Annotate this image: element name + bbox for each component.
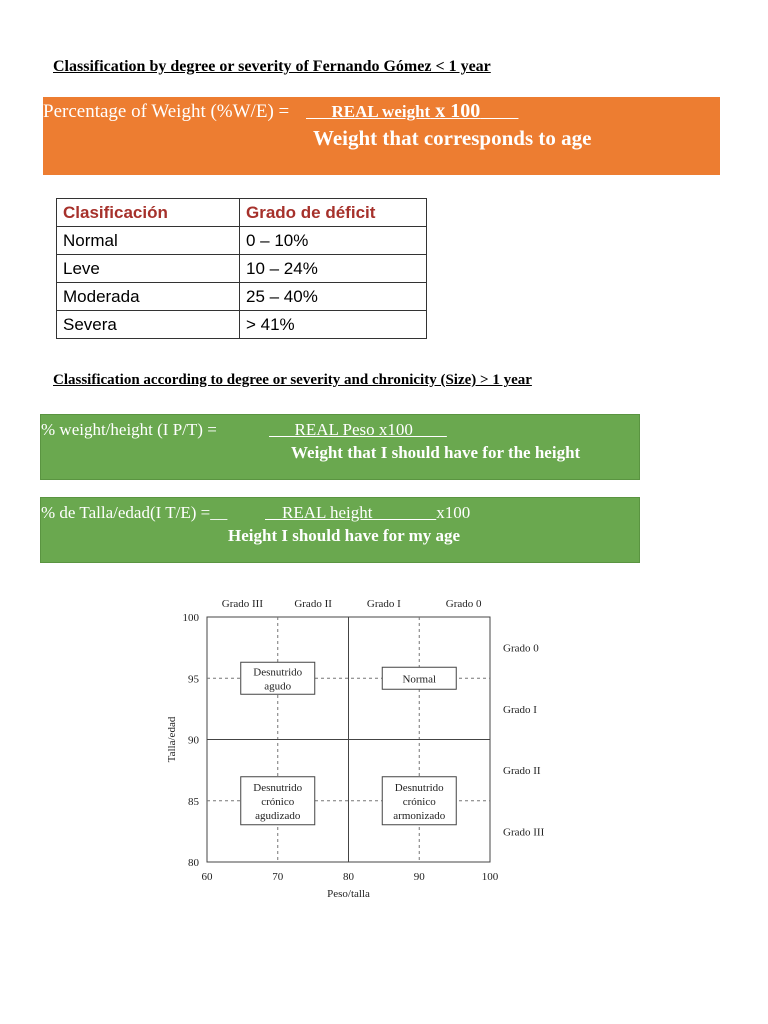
top-grade-label: Grado II bbox=[294, 598, 332, 610]
table-row bbox=[57, 311, 427, 339]
region-label: armonizado bbox=[393, 809, 446, 822]
y-tick-label: 80 bbox=[188, 857, 199, 869]
section1-heading: Classification by degree or severity of Fernando Gómez < 1 year bbox=[53, 58, 491, 75]
region-label: agudo bbox=[264, 680, 292, 693]
x-axis-label: Peso/talla bbox=[327, 888, 370, 900]
region-label: Normal bbox=[402, 673, 437, 686]
table-cell: Moderada bbox=[57, 283, 240, 311]
height-age-formula-denominator: Height I should have for my age bbox=[228, 526, 461, 545]
top-grade-label: Grado III bbox=[221, 598, 263, 610]
weight-height-formula-numerator: REAL Peso x100 bbox=[269, 420, 447, 439]
x-tick-label: 100 bbox=[481, 871, 499, 883]
table-header-row bbox=[57, 199, 427, 227]
weight-age-formula-lhs: Percentage of Weight (%W/E) = bbox=[43, 101, 290, 122]
table-cell: 10 – 24% bbox=[240, 255, 427, 283]
weight-age-formula-numerator: REAL weight x 100 bbox=[331, 100, 481, 122]
waterlow-classification-chart bbox=[0, 580, 768, 920]
region-label: Desnutrido bbox=[253, 666, 303, 679]
region-label: crónico bbox=[402, 795, 436, 808]
height-age-formula-lhs: % de Talla/edad(I T/E) =__ bbox=[41, 503, 228, 522]
region-label: agudizado bbox=[255, 809, 301, 822]
table-header-cell: Grado de déficit bbox=[240, 199, 427, 227]
right-grade-label: Grado II bbox=[503, 765, 541, 778]
weight-height-formula-lhs: % weight/height (I P/T) = bbox=[41, 420, 217, 439]
height-age-formula-numerator: REAL height x100 bbox=[265, 503, 471, 522]
weight-age-formula-denominator: Weight that corresponds to age bbox=[313, 126, 592, 150]
deficit-classification-table bbox=[56, 198, 427, 339]
right-grade-label: Grado I bbox=[503, 703, 537, 716]
section2-heading: Classification according to degree or severity and chronicity (Size) > 1 year bbox=[53, 372, 532, 388]
y-axis-label: Talla/edad bbox=[166, 716, 178, 763]
table-row bbox=[57, 255, 427, 283]
right-grade-label: Grado III bbox=[503, 826, 545, 839]
table-cell: > 41% bbox=[240, 311, 427, 339]
table-cell: Normal bbox=[57, 227, 240, 255]
table-cell: Severa bbox=[57, 311, 240, 339]
top-grade-label: Grado 0 bbox=[445, 598, 482, 610]
x-tick-label: 80 bbox=[343, 871, 354, 883]
weight-age-formula-band bbox=[43, 97, 720, 175]
y-tick-label: 90 bbox=[188, 734, 199, 747]
weight-height-formula-band bbox=[40, 414, 640, 480]
top-grade-label: Grado I bbox=[366, 598, 401, 610]
region-label: Desnutrido bbox=[253, 781, 303, 794]
region-label: crónico bbox=[261, 795, 295, 808]
x-tick-label: 70 bbox=[272, 871, 284, 883]
region-label: Desnutrido bbox=[394, 781, 444, 794]
table-row bbox=[57, 227, 427, 255]
table-cell: Leve bbox=[57, 255, 240, 283]
right-grade-label: Grado 0 bbox=[503, 642, 539, 655]
weight-height-formula-denominator: Weight that I should have for the height bbox=[291, 443, 581, 462]
height-age-formula-band bbox=[40, 497, 640, 563]
y-tick-label: 85 bbox=[188, 795, 199, 808]
y-tick-label: 100 bbox=[182, 612, 199, 624]
x-tick-label: 60 bbox=[201, 871, 213, 883]
x-tick-label: 90 bbox=[413, 871, 425, 883]
y-tick-label: 95 bbox=[188, 673, 199, 686]
table-header-cell: Clasificación bbox=[57, 199, 240, 227]
table-row bbox=[57, 283, 427, 311]
table-cell: 0 – 10% bbox=[240, 227, 427, 255]
table-cell: 25 – 40% bbox=[240, 283, 427, 311]
